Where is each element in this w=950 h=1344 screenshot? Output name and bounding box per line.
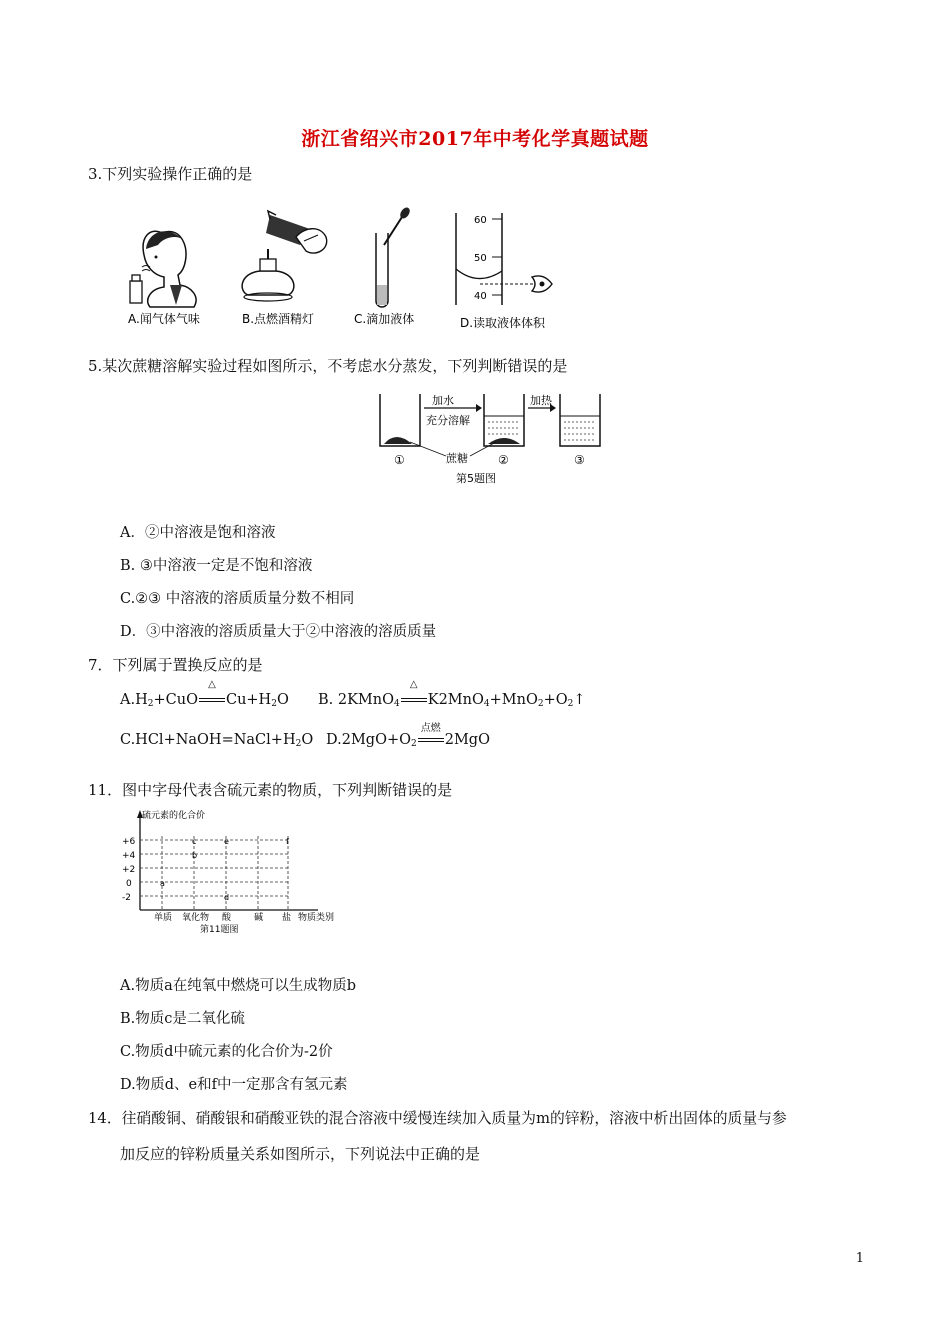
question-14-line-2: 加反应的锌粉质量关系如图所示，下列说法中正确的是 <box>120 1145 481 1163</box>
ytick-4: +4 <box>122 851 136 861</box>
q7-option-d: $D.2MgO+O_2$ 点燃 2MgO <box>326 723 490 749</box>
question-3-figure <box>120 205 570 333</box>
page-number: 1 <box>855 1251 864 1266</box>
point-f: f <box>286 837 289 846</box>
ytick-6: +6 <box>122 837 136 847</box>
scale-50: 50 <box>474 253 487 264</box>
q11-option-b: B.物质c是二氧化硫 <box>120 1011 245 1027</box>
sugar-label: 蔗糖 <box>446 452 468 465</box>
page-title: 浙江省绍兴市2017年中考化学真题试题 <box>301 128 649 150</box>
question-11-chart <box>118 806 348 938</box>
caption-c: C.滴加液体 <box>354 312 415 326</box>
xtick-element: 单质 <box>154 913 173 923</box>
beaker-2-label: ② <box>498 453 509 467</box>
question-14-line-1: 14．往硝酸铜、硝酸银和硝酸亚铁的混合溶液中缓慢连续加入质量为m的锌粉，溶液中析出固体的质量与参 <box>88 1110 787 1127</box>
caption-a: A.闻气体气味 <box>128 312 200 326</box>
beaker-1-label: ① <box>394 453 405 467</box>
xtick-salt: 盐 <box>282 913 292 923</box>
xtick-oxide: 氧化物 <box>182 913 210 923</box>
xtick-acid: 酸 <box>222 913 232 923</box>
add-water-label: 加水 <box>432 394 454 407</box>
ytick-2: +2 <box>122 865 136 875</box>
question-5-figure <box>370 386 620 492</box>
q11-option-c: C.物质d中硫元素的化合价为-2价 <box>120 1044 333 1060</box>
question-5-stem: 5.某次蔗糖溶解实验过程如图所示，不考虑水分蒸发，下列判断错误的是 <box>88 357 568 375</box>
scale-40: 40 <box>474 291 487 302</box>
q5-option-d: D．③中溶液的溶质质量大于②中溶液的溶质质量 <box>120 624 437 640</box>
scale-60: 60 <box>474 215 487 226</box>
question-11-stem: 11．图中字母代表含硫元素的物质，下列判断错误的是 <box>88 781 453 799</box>
point-e: e <box>224 837 229 846</box>
q11-option-d: D.物质d、e和f中一定那含有氢元素 <box>120 1077 348 1093</box>
point-b: b <box>192 851 198 860</box>
point-d: d <box>224 893 230 902</box>
dropper-test-tube-illustration <box>376 206 412 307</box>
q7-option-a: $A.H_2+CuO$ △ $Cu+H_2O$ <box>120 679 289 709</box>
beaker-3 <box>560 394 600 446</box>
q5-option-b: B. ③中溶液一定是不饱和溶液 <box>120 558 313 574</box>
ytick-0: 0 <box>126 879 132 889</box>
fig5-caption: 第5题图 <box>456 472 496 485</box>
fig11-caption: 第11题图 <box>200 925 239 935</box>
question-7-stem: 7．下列属于置换反应的是 <box>88 656 263 674</box>
cylinder-reading-illustration <box>456 213 552 305</box>
beaker-3-label: ③ <box>574 453 585 467</box>
x-axis-label: 物质类别 <box>298 913 335 923</box>
q11-option-a: A.物质a在纯氧中燃烧可以生成物质b <box>120 978 357 994</box>
ytick-neg2: -2 <box>122 893 131 903</box>
alcohol-lamp-illustration <box>242 211 327 301</box>
ignite-equals-sign: 点燃 <box>418 732 444 748</box>
question-3-stem: 3.下列实验操作正确的是 <box>88 165 253 183</box>
smell-gas-illustration <box>130 231 196 307</box>
y-axis-label: 硫元素的化合价 <box>142 811 206 821</box>
xtick-base: 碱 <box>254 913 264 923</box>
dissolve-label: 充分溶解 <box>426 414 470 427</box>
heat-equals-sign: △ <box>401 692 427 708</box>
q7-option-b: B. 2KMnO$_4$ △ $K2MnO_4+MnO_2+O_2↑$ <box>318 679 586 709</box>
q7-option-c: $C.HCl+NaOH=NaCl+H_2O$ <box>120 732 314 749</box>
caption-b: B.点燃酒精灯 <box>242 312 315 326</box>
q5-option-a: A．②中溶液是饱和溶液 <box>120 525 276 541</box>
point-c: c <box>192 837 197 846</box>
point-a: a <box>160 879 165 888</box>
caption-d: D.读取液体体积 <box>460 316 546 330</box>
heat-equals-sign: △ <box>199 692 225 708</box>
q5-option-c: C.②③ 中溶液的溶质质量分数不相同 <box>120 591 355 607</box>
heat-label: 加热 <box>530 394 552 407</box>
